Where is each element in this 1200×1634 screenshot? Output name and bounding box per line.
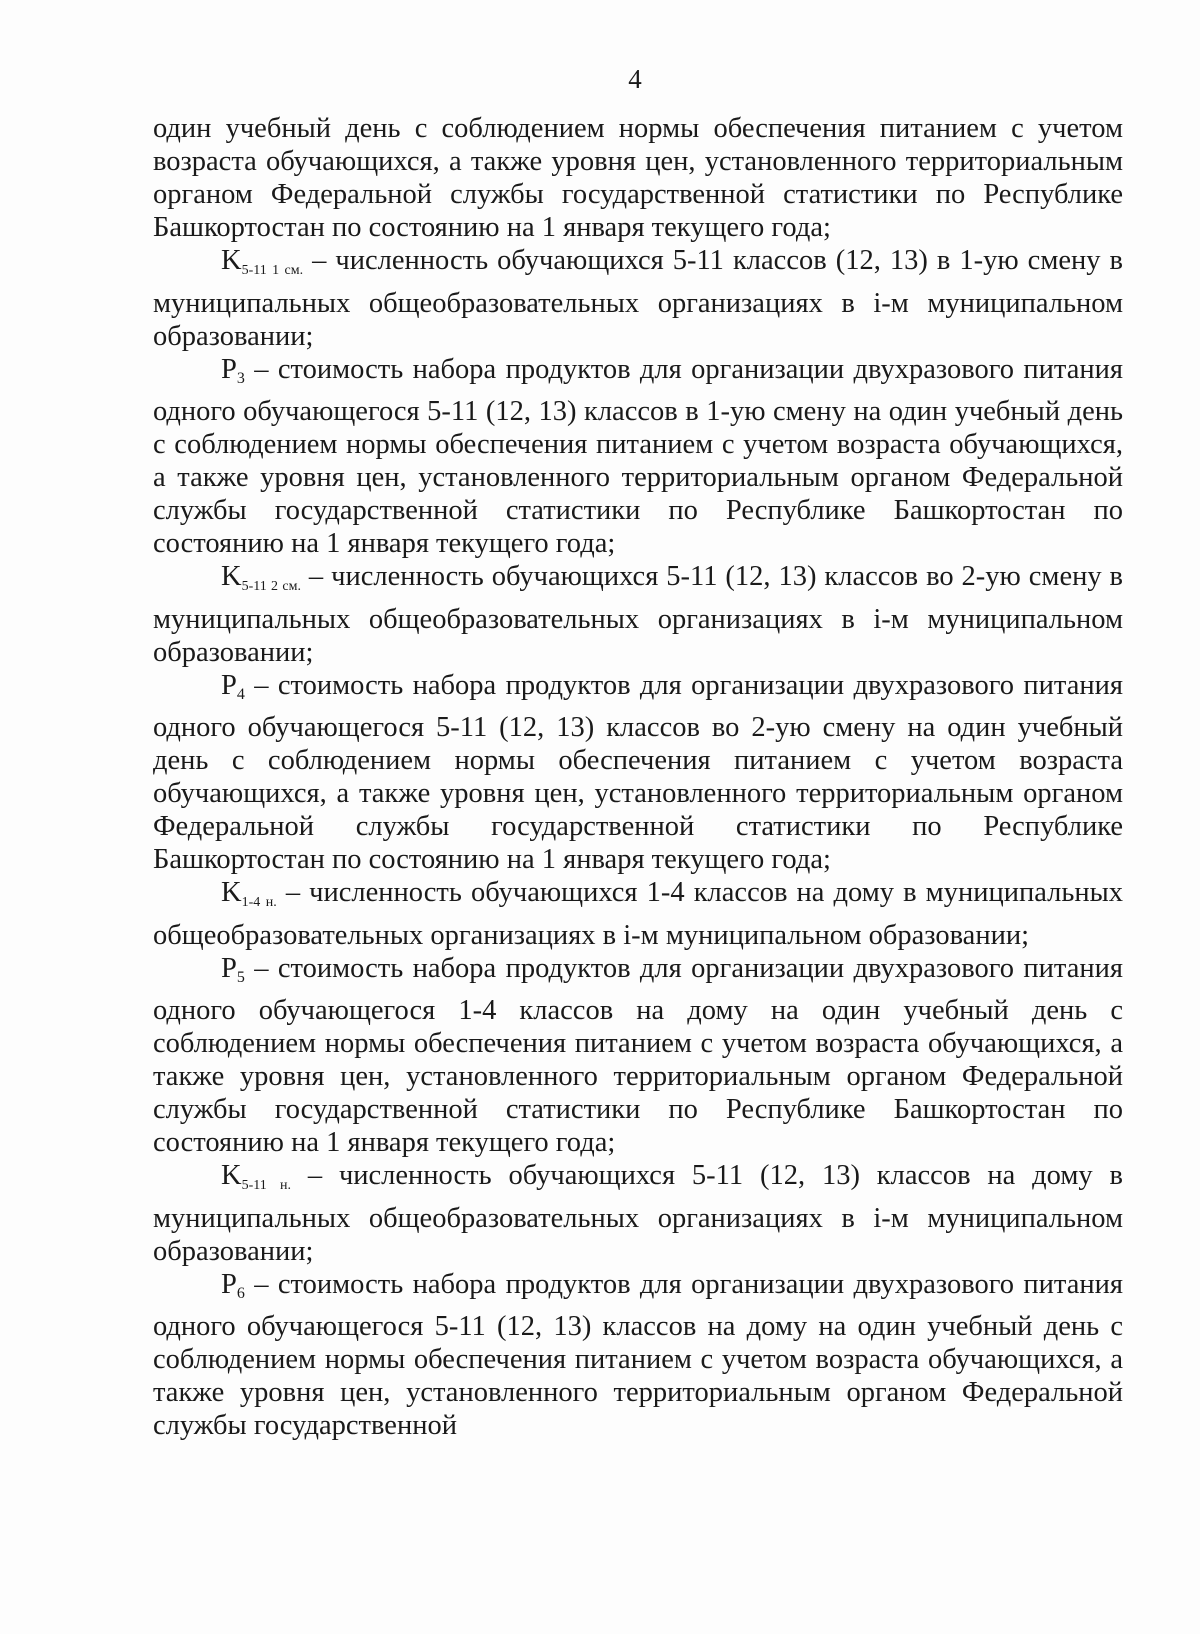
paragraph-text: – численность обучающихся 5-11 (12, 13) классов на дому в муниципальных общеобразовательных организациях в i-м муниципальном образовании;	[153, 1160, 1123, 1267]
variable-symbol: K	[221, 877, 242, 908]
paragraph-k-5-11-1-shift	[153, 244, 1123, 353]
variable-symbol: K	[221, 1160, 242, 1191]
variable-subscript: 1-4 н.	[241, 895, 277, 910]
variable-subscript: 3	[236, 370, 245, 387]
paragraph-k-1-4-home	[153, 876, 1123, 952]
paragraph-text: – стоимость набора продуктов для организации двухразового питания одного обучающегося 5-11 (12, 13) классов на дому на один учебный день с соблюдением нормы обеспечения питанием с учетом возраста обучающихся, а также уровня цен, установленного территориальным органом Федеральной службы государственной	[153, 1269, 1123, 1441]
paragraph-text: – численность обучающихся 1-4 классов на дому в муниципальных общеобразовательных организациях в i-м муниципальном образовании;	[153, 877, 1123, 951]
variable-symbol: K	[221, 245, 242, 276]
variable-subscript: 4	[236, 686, 245, 703]
variable-symbol: K	[221, 561, 242, 592]
page-number: 4	[628, 64, 642, 94]
variable-symbol: P	[221, 1269, 237, 1300]
variable-subscript: 6	[236, 1285, 245, 1302]
paragraph-text: один учебный день с соблюдением нормы обеспечения питанием с учетом возраста обучающихся, а также уровня цен, установленного территориальным органом Федеральной службы государственной статистики по Республике Башкортостан по состоянию на 1 января текущего года;	[153, 113, 1123, 243]
variable-symbol: P	[221, 953, 237, 984]
paragraph-p3	[153, 353, 1123, 560]
paragraph-text: – численность обучающихся 5-11 классов (12, 13) в 1-ую смену в муниципальных общеобразовательных организациях в i-м муниципальном образовании;	[153, 245, 1123, 352]
variable-symbol: P	[221, 670, 237, 701]
paragraph-text: – стоимость набора продуктов для организации двухразового питания одного обучающегося 1-4 классов на дому на один учебный день с соблюдением нормы обеспечения питанием с учетом возраста обучающихся, а также уровня цен, установленного территориальным органом Федеральной службы государственной статистики по Республике Башкортостан по состоянию на 1 января текущего года;	[153, 953, 1123, 1158]
paragraph-p6	[153, 1268, 1123, 1442]
variable-subscript: 5-11 н.	[241, 1178, 291, 1193]
variable-subscript: 5-11 1 см.	[241, 263, 304, 278]
paragraph-k-5-11-2-shift	[153, 560, 1123, 669]
variable-symbol: P	[221, 354, 237, 385]
variable-subscript: 5-11 2 см.	[241, 579, 301, 594]
paragraph-text: – стоимость набора продуктов для организации двухразового питания одного обучающегося 5-11 (12, 13) классов в 1-ую смену на один учебный день с соблюдением нормы обеспечения питанием с учетом возраста обучающихся, а также уровня цен, установленного территориальным органом Федеральной службы государственной статистики по Республике Башкортостан по состоянию на 1 января текущего года;	[153, 354, 1123, 559]
paragraph-text: – численность обучающихся 5-11 (12, 13) классов во 2-ую смену в муниципальных общеобразовательных организациях в i-м муниципальном образовании;	[153, 561, 1123, 668]
paragraph-text: – стоимость набора продуктов для организации двухразового питания одного обучающегося 5-11 (12, 13) классов во 2-ую смену на один учебный день с соблюдением нормы обеспечения питанием с учетом возраста обучающихся, а также уровня цен, установленного территориальным органом Федеральной службы государственной статистики по Республике Башкортостан по состоянию на 1 января текущего года;	[153, 670, 1123, 875]
paragraph-k-5-11-home	[153, 1159, 1123, 1268]
paragraph-continuation	[153, 112, 1123, 244]
document-body	[153, 112, 1123, 1442]
paragraph-p5	[153, 952, 1123, 1159]
paragraph-p4	[153, 669, 1123, 876]
variable-subscript: 5	[236, 969, 245, 986]
